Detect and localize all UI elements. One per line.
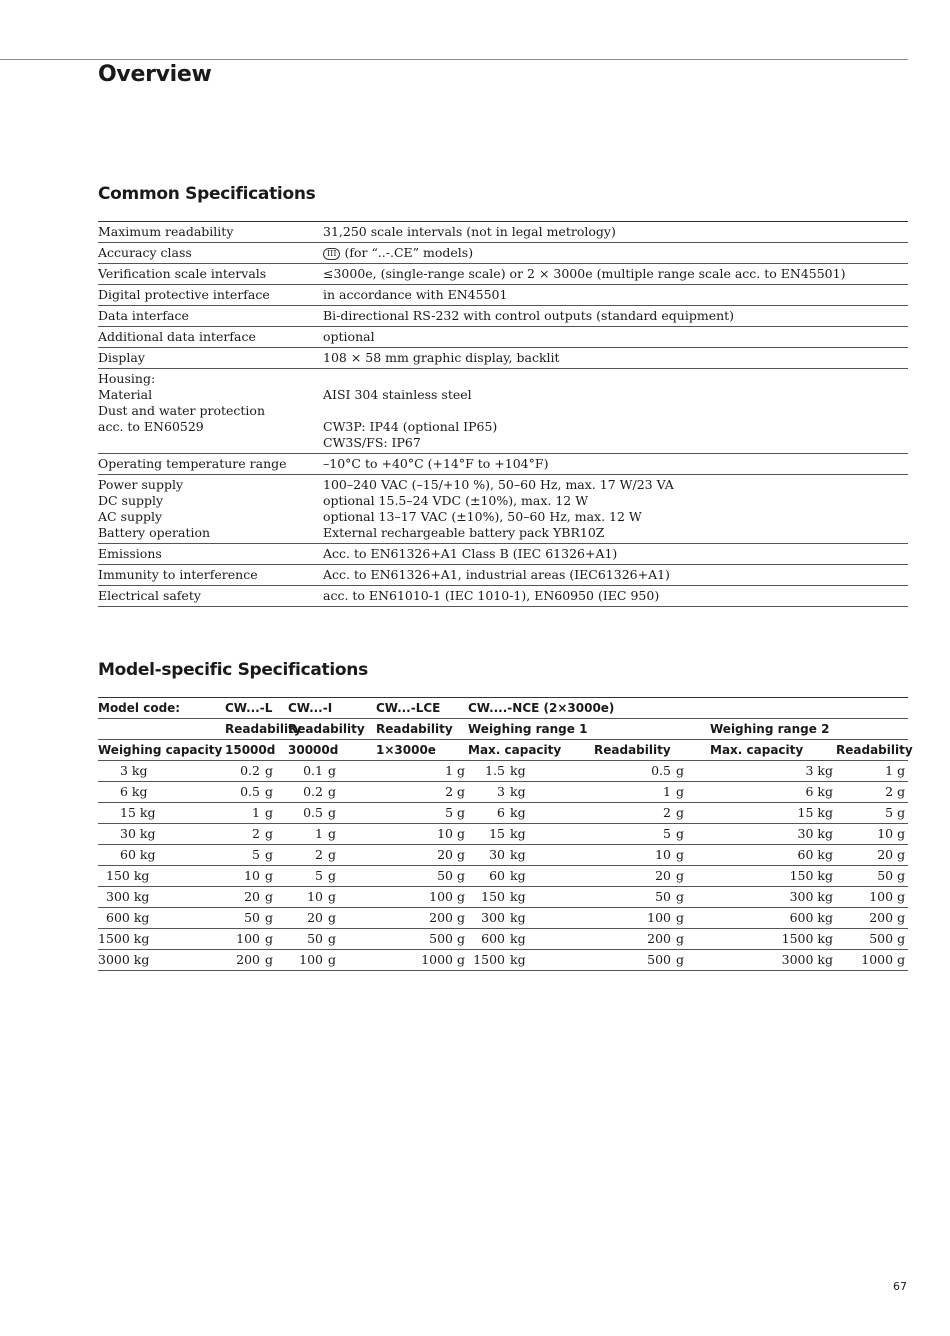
readability-i-value: 10 bbox=[288, 887, 326, 908]
range2-capacity: 6 kg bbox=[710, 782, 836, 803]
readability-lce-value: 5 g bbox=[376, 803, 468, 824]
range1-capacity-unit: kg bbox=[508, 950, 594, 971]
model-header-row bbox=[98, 740, 908, 761]
spec-value bbox=[323, 264, 908, 285]
readability-i-unit: g bbox=[326, 866, 376, 887]
range1-readability-value: 20 bbox=[594, 866, 674, 887]
range1-readability: Readability bbox=[594, 740, 710, 761]
readability-i-unit: g bbox=[326, 845, 376, 866]
range1-readability-unit: g bbox=[674, 761, 710, 782]
range1-max-capacity: Max. capacity bbox=[468, 740, 594, 761]
range1-readability-unit: g bbox=[674, 803, 710, 824]
spec-value bbox=[323, 243, 908, 264]
spec-value-line: 31,250 scale intervals (not in legal metrology) bbox=[323, 224, 616, 239]
table-row bbox=[98, 866, 908, 887]
spec-label bbox=[98, 243, 323, 264]
spec-value bbox=[323, 586, 908, 607]
table-row bbox=[98, 908, 908, 929]
range1-capacity-value: 600 bbox=[468, 929, 508, 950]
weighing-capacity-label: Weighing capacity bbox=[98, 740, 225, 761]
readability-i-unit: g bbox=[326, 782, 376, 803]
spec-label-line: Verification scale intervals bbox=[98, 266, 267, 281]
range1-capacity-value: 1.5 bbox=[468, 761, 508, 782]
range1-capacity-value: 300 bbox=[468, 908, 508, 929]
model-code-nce: CW....-NCE (2×3000e) bbox=[468, 698, 908, 719]
weighing-capacity: 600 kg bbox=[98, 908, 225, 929]
range2-readability: 20 g bbox=[836, 845, 908, 866]
weighing-capacity: 1500 kg bbox=[98, 929, 225, 950]
spec-label-line: AC supply bbox=[98, 509, 163, 524]
readability-i-value: 0.1 bbox=[288, 761, 326, 782]
intervals-lce: 1×3000e bbox=[376, 740, 468, 761]
common-specifications-title: Common Specifications bbox=[98, 184, 316, 204]
spec-row bbox=[98, 369, 908, 454]
spec-value-line: ≤3000e, (single-range scale) or 2 × 3000e (multiple range scale acc. to EN45501) bbox=[323, 266, 846, 281]
spec-value bbox=[323, 348, 908, 369]
range2-readability: 50 g bbox=[836, 866, 908, 887]
spec-value-line: Acc. to EN61326+A1, industrial areas (IEC61326+A1) bbox=[323, 567, 670, 582]
range2-capacity: 1500 kg bbox=[710, 929, 836, 950]
spec-value-line: External rechargeable battery pack YBR10Z bbox=[323, 525, 605, 540]
readability-i-unit: g bbox=[326, 887, 376, 908]
spec-value-line bbox=[323, 403, 908, 419]
spec-value-line: optional bbox=[323, 329, 375, 344]
spec-label-line: Electrical safety bbox=[98, 588, 201, 603]
spec-label-line: Emissions bbox=[98, 546, 162, 561]
common-specifications-table bbox=[98, 221, 908, 607]
readability-l-value: 2 bbox=[225, 824, 263, 845]
range2-readability: 1 g bbox=[836, 761, 908, 782]
spec-value-line bbox=[323, 245, 908, 261]
readability-l-value: 0.2 bbox=[225, 761, 263, 782]
spec-row bbox=[98, 586, 908, 607]
spec-value bbox=[323, 565, 908, 586]
readability-lce-value: 50 g bbox=[376, 866, 468, 887]
spec-value-line: AISI 304 stainless steel bbox=[323, 387, 472, 402]
readability-lce: Readability bbox=[376, 719, 468, 740]
range1-readability-unit: g bbox=[674, 929, 710, 950]
readability-l-value: 0.5 bbox=[225, 782, 263, 803]
readability-i-value: 50 bbox=[288, 929, 326, 950]
range2-readability: 500 g bbox=[836, 929, 908, 950]
range1-readability-unit: g bbox=[674, 845, 710, 866]
spec-value bbox=[323, 285, 908, 306]
model-code-label: Model code: bbox=[98, 698, 225, 719]
range1-capacity-unit: kg bbox=[508, 866, 594, 887]
spec-row bbox=[98, 348, 908, 369]
spec-label-line: Dust and water protection bbox=[98, 403, 266, 418]
spec-value-line: 100–240 VAC (–15/+10 %), 50–60 Hz, max. 17 W/23 VA bbox=[323, 477, 674, 492]
weighing-capacity: 300 kg bbox=[98, 887, 225, 908]
header-blank bbox=[98, 719, 225, 740]
range1-capacity-unit: kg bbox=[508, 803, 594, 824]
spec-label-line: Battery operation bbox=[98, 525, 211, 540]
readability-i-unit: g bbox=[326, 950, 376, 971]
readability-lce-value: 1 g bbox=[376, 761, 468, 782]
model-header-row bbox=[98, 698, 908, 719]
spec-label-line: Data interface bbox=[98, 308, 189, 323]
range1-readability-value: 5 bbox=[594, 824, 674, 845]
range2-capacity: 150 kg bbox=[710, 866, 836, 887]
weighing-capacity: 3 kg bbox=[98, 761, 225, 782]
range1-readability-unit: g bbox=[674, 950, 710, 971]
readability-l-value: 10 bbox=[225, 866, 263, 887]
readability-i-value: 20 bbox=[288, 908, 326, 929]
spec-value-line: in accordance with EN45501 bbox=[323, 287, 508, 302]
spec-value-line: optional 13–17 VAC (±10%), 50–60 Hz, max. 12 W bbox=[323, 509, 642, 524]
spec-row bbox=[98, 285, 908, 306]
range2-readability: 200 g bbox=[836, 908, 908, 929]
weighing-capacity: 30 kg bbox=[98, 824, 225, 845]
range1-capacity-value: 15 bbox=[468, 824, 508, 845]
range2-capacity: 600 kg bbox=[710, 908, 836, 929]
spec-row bbox=[98, 243, 908, 264]
readability-i-value: 0.2 bbox=[288, 782, 326, 803]
readability-l-unit: g bbox=[263, 803, 288, 824]
spec-label-line: Immunity to interference bbox=[98, 567, 258, 582]
readability-l-unit: g bbox=[263, 866, 288, 887]
range1-capacity-unit: kg bbox=[508, 761, 594, 782]
table-row bbox=[98, 782, 908, 803]
table-row bbox=[98, 950, 908, 971]
spec-label bbox=[98, 454, 323, 475]
range2-readability: 2 g bbox=[836, 782, 908, 803]
weighing-capacity: 6 kg bbox=[98, 782, 225, 803]
readability-l-value: 20 bbox=[225, 887, 263, 908]
spec-row bbox=[98, 327, 908, 348]
spec-row bbox=[98, 222, 908, 243]
range1-capacity-value: 3 bbox=[468, 782, 508, 803]
range1-readability-value: 500 bbox=[594, 950, 674, 971]
readability-l-unit: g bbox=[263, 824, 288, 845]
range1-capacity-value: 60 bbox=[468, 866, 508, 887]
range1-capacity-unit: kg bbox=[508, 845, 594, 866]
spec-label-line: Accuracy class bbox=[98, 245, 192, 260]
spec-value bbox=[323, 544, 908, 565]
weighing-capacity: 60 kg bbox=[98, 845, 225, 866]
spec-value-line: optional 15.5–24 VDC (±10%), max. 12 W bbox=[323, 493, 589, 508]
table-row bbox=[98, 845, 908, 866]
spec-value bbox=[323, 454, 908, 475]
readability-lce-value: 500 g bbox=[376, 929, 468, 950]
spec-value-line: CW3S/FS: IP67 bbox=[323, 435, 421, 450]
range1-capacity-value: 1500 bbox=[468, 950, 508, 971]
range1-readability-unit: g bbox=[674, 908, 710, 929]
weighing-range-2: Weighing range 2 bbox=[710, 719, 908, 740]
spec-label-line: acc. to EN60529 bbox=[98, 419, 204, 434]
spec-value bbox=[323, 475, 908, 544]
range1-capacity-unit: kg bbox=[508, 908, 594, 929]
range1-capacity-value: 6 bbox=[468, 803, 508, 824]
page-number: 67 bbox=[893, 1280, 907, 1293]
range1-readability-unit: g bbox=[674, 824, 710, 845]
spec-label bbox=[98, 565, 323, 586]
readability-lce-value: 2 g bbox=[376, 782, 468, 803]
weighing-capacity: 150 kg bbox=[98, 866, 225, 887]
readability-l-value: 50 bbox=[225, 908, 263, 929]
readability-i-value: 5 bbox=[288, 866, 326, 887]
model-header-row bbox=[98, 719, 908, 740]
spec-label bbox=[98, 586, 323, 607]
intervals-i: 30000d bbox=[288, 740, 376, 761]
readability-i-unit: g bbox=[326, 803, 376, 824]
range1-readability-value: 10 bbox=[594, 845, 674, 866]
spec-label bbox=[98, 475, 323, 544]
spec-label bbox=[98, 327, 323, 348]
range1-readability-unit: g bbox=[674, 887, 710, 908]
spec-label bbox=[98, 369, 323, 454]
spec-value-text: (for “..-.CE” models) bbox=[344, 245, 474, 260]
table-row bbox=[98, 929, 908, 950]
range1-readability-unit: g bbox=[674, 782, 710, 803]
readability-lce-value: 100 g bbox=[376, 887, 468, 908]
spec-value bbox=[323, 369, 908, 454]
readability-i-unit: g bbox=[326, 761, 376, 782]
spec-label-line: Display bbox=[98, 350, 145, 365]
table-row bbox=[98, 803, 908, 824]
range2-capacity: 30 kg bbox=[710, 824, 836, 845]
range2-capacity: 60 kg bbox=[710, 845, 836, 866]
spec-label bbox=[98, 348, 323, 369]
readability-i-unit: g bbox=[326, 908, 376, 929]
spec-label bbox=[98, 264, 323, 285]
spec-label-line: Digital protective interface bbox=[98, 287, 270, 302]
readability-l-value: 100 bbox=[225, 929, 263, 950]
model-code-lce: CW...-LCE bbox=[376, 698, 468, 719]
spec-label bbox=[98, 306, 323, 327]
spec-value bbox=[323, 306, 908, 327]
range2-capacity: 300 kg bbox=[710, 887, 836, 908]
range1-capacity-unit: kg bbox=[508, 782, 594, 803]
intervals-l: 15000d bbox=[225, 740, 288, 761]
readability-l-unit: g bbox=[263, 782, 288, 803]
spec-value bbox=[323, 222, 908, 243]
range1-capacity-value: 150 bbox=[468, 887, 508, 908]
range1-capacity-unit: kg bbox=[508, 929, 594, 950]
model-code-i: CW...-I bbox=[288, 698, 376, 719]
spec-label bbox=[98, 544, 323, 565]
readability-i-unit: g bbox=[326, 824, 376, 845]
range1-readability-value: 2 bbox=[594, 803, 674, 824]
table-row bbox=[98, 824, 908, 845]
table-row bbox=[98, 887, 908, 908]
readability-l-unit: g bbox=[263, 845, 288, 866]
model-specifications-title: Model-specific Specifications bbox=[98, 660, 368, 680]
range2-readability: 100 g bbox=[836, 887, 908, 908]
range2-capacity: 3000 kg bbox=[710, 950, 836, 971]
readability-i: Readability bbox=[288, 719, 376, 740]
spec-label-line: Material bbox=[98, 387, 153, 402]
readability-l-unit: g bbox=[263, 908, 288, 929]
model-specifications-table bbox=[98, 697, 913, 971]
spec-value-line bbox=[323, 371, 908, 387]
spec-label-line: DC supply bbox=[98, 493, 164, 508]
spec-value-line: 108 × 58 mm graphic display, backlit bbox=[323, 350, 560, 365]
weighing-range-1: Weighing range 1 bbox=[468, 719, 710, 740]
readability-l-unit: g bbox=[263, 887, 288, 908]
range2-capacity: 15 kg bbox=[710, 803, 836, 824]
spec-label-line: Additional data interface bbox=[98, 329, 256, 344]
range1-readability-value: 200 bbox=[594, 929, 674, 950]
readability-l-unit: g bbox=[263, 761, 288, 782]
spec-label-line: Maximum readability bbox=[98, 224, 234, 239]
readability-i-value: 1 bbox=[288, 824, 326, 845]
readability-l-value: 200 bbox=[225, 950, 263, 971]
readability-l-value: 5 bbox=[225, 845, 263, 866]
model-code-l: CW...-L bbox=[225, 698, 288, 719]
range2-capacity: 3 kg bbox=[710, 761, 836, 782]
range1-capacity-unit: kg bbox=[508, 887, 594, 908]
top-rule bbox=[0, 59, 908, 60]
readability-i-value: 100 bbox=[288, 950, 326, 971]
spec-value-line: acc. to EN61010-1 (IEC 1010-1), EN60950 (IEC 950) bbox=[323, 588, 660, 603]
spec-row bbox=[98, 475, 908, 544]
range1-readability-value: 0.5 bbox=[594, 761, 674, 782]
readability-lce-value: 20 g bbox=[376, 845, 468, 866]
readability-l-unit: g bbox=[263, 929, 288, 950]
readability-i-unit: g bbox=[326, 929, 376, 950]
spec-row bbox=[98, 306, 908, 327]
table-row bbox=[98, 761, 908, 782]
readability-l-unit: g bbox=[263, 950, 288, 971]
range1-readability-unit: g bbox=[674, 866, 710, 887]
readability-lce-value: 10 g bbox=[376, 824, 468, 845]
range2-max-capacity: Max. capacity bbox=[710, 740, 836, 761]
range1-readability-value: 50 bbox=[594, 887, 674, 908]
range1-readability-value: 1 bbox=[594, 782, 674, 803]
readability-lce-value: 200 g bbox=[376, 908, 468, 929]
spec-label-line: Operating temperature range bbox=[98, 456, 287, 471]
spec-value-line: –10°C to +40°C (+14°F to +104°F) bbox=[323, 456, 549, 471]
spec-label bbox=[98, 285, 323, 306]
weighing-capacity: 15 kg bbox=[98, 803, 225, 824]
readability-lce-value: 1000 g bbox=[376, 950, 468, 971]
range2-readability: 1000 g bbox=[836, 950, 908, 971]
page-title: Overview bbox=[98, 62, 212, 87]
range1-capacity-unit: kg bbox=[508, 824, 594, 845]
spec-value bbox=[323, 327, 908, 348]
range2-readability: 5 g bbox=[836, 803, 908, 824]
spec-value-line: Bi-directional RS-232 with control outputs (standard equipment) bbox=[323, 308, 735, 323]
range2-readability: Readability bbox=[836, 740, 908, 761]
spec-row bbox=[98, 264, 908, 285]
spec-row bbox=[98, 544, 908, 565]
spec-row bbox=[98, 454, 908, 475]
spec-label-line: Power supply bbox=[98, 477, 184, 492]
range1-capacity-value: 30 bbox=[468, 845, 508, 866]
spec-value-line: CW3P: IP44 (optional IP65) bbox=[323, 419, 498, 434]
readability-l-value: 1 bbox=[225, 803, 263, 824]
readability-i-value: 0.5 bbox=[288, 803, 326, 824]
range2-readability: 10 g bbox=[836, 824, 908, 845]
spec-value-line: Acc. to EN61326+A1 Class B (IEC 61326+A1) bbox=[323, 546, 618, 561]
readability-l: Readability bbox=[225, 719, 288, 740]
spec-label-line: Housing: bbox=[98, 371, 156, 386]
accuracy-class-mark: III bbox=[323, 248, 340, 260]
readability-i-value: 2 bbox=[288, 845, 326, 866]
weighing-capacity: 3000 kg bbox=[98, 950, 225, 971]
spec-row bbox=[98, 565, 908, 586]
range1-readability-value: 100 bbox=[594, 908, 674, 929]
spec-label bbox=[98, 222, 323, 243]
